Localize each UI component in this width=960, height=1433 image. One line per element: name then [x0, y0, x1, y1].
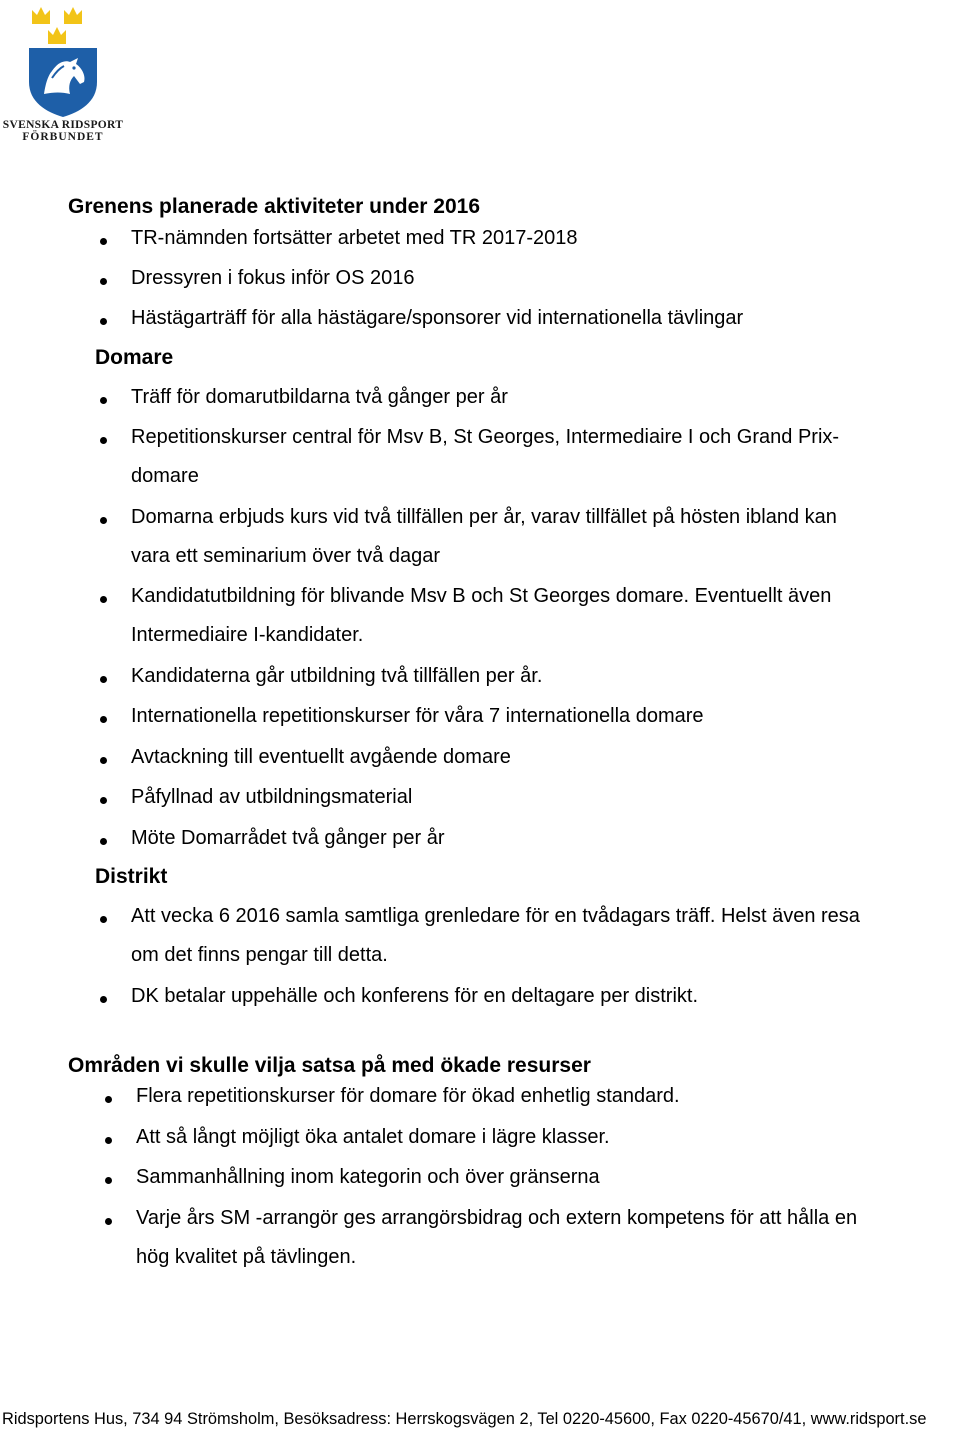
list-item-continuation: om det finns pengar till detta.: [131, 944, 388, 966]
logo-text-line2: FÖRBUNDET: [22, 131, 104, 143]
bullet: [100, 996, 107, 1003]
section-heading-resources: Områden vi skulle vilja satsa på med ökade resurser: [68, 1054, 591, 1077]
list-item: Hästägarträff för alla hästägare/sponsorer vid internationella tävlingar: [131, 307, 744, 329]
bullet: [105, 1096, 112, 1103]
list-item: Träff för domarutbildarna två gånger per år: [131, 386, 508, 408]
logo-text-line1: SVENSKA RIDSPORT: [2, 119, 124, 131]
list-item: Internationella repetitionskurser för våra 7 internationella domare: [131, 705, 704, 727]
bullet: [100, 916, 107, 923]
list-item-continuation: Intermediaire I-kandidater.: [131, 624, 364, 646]
bullet: [105, 1177, 112, 1184]
list-item: Att vecka 6 2016 samla samtliga grenledare för en tvådagars träff. Helst även resa: [131, 905, 860, 927]
bullet: [100, 596, 107, 603]
subheading-distrikt: Distrikt: [95, 865, 168, 888]
list-item: Påfyllnad av utbildningsmaterial: [131, 786, 413, 808]
bullet: [100, 716, 107, 723]
bullet: [100, 318, 107, 325]
list-item: Möte Domarrådet två gånger per år: [131, 827, 445, 849]
list-item: Kandidatutbildning för blivande Msv B och St Georges domare. Eventuellt även: [131, 585, 832, 607]
section-heading-activities: Grenens planerade aktiviteter under 2016: [68, 195, 481, 218]
list-item: Avtackning till eventuellt avgående domare: [131, 746, 511, 768]
bullet: [100, 757, 107, 764]
bullet: [105, 1218, 112, 1225]
list-item: Varje års SM -arrangör ges arrangörsbidrag och extern kompetens för att hålla en: [136, 1207, 858, 1229]
crest-icon: [0, 2, 126, 118]
bullet: [100, 676, 107, 683]
subheading-domare: Domare: [95, 346, 174, 369]
list-item-continuation: vara ett seminarium över två dagar: [131, 545, 441, 567]
list-item: DK betalar uppehälle och konferens för en deltagare per distrikt.: [131, 985, 699, 1007]
bullet: [100, 437, 107, 444]
logo: [0, 2, 126, 144]
bullet: [100, 238, 107, 245]
list-item: Domarna erbjuds kurs vid två tillfällen per år, varav tillfället på hösten ibland kan: [131, 506, 837, 528]
page-footer: Ridsportens Hus, 734 94 Strömsholm, Besöksadress: Herrskogsvägen 2, Tel 0220-45600, Fax 0220-45670/41, www.ridsport.se: [2, 1410, 927, 1428]
bullet: [100, 797, 107, 804]
crown-icon: [32, 7, 82, 44]
list-item: Kandidaterna går utbildning två tillfällen per år.: [131, 665, 543, 687]
list-item: Dressyren i fokus inför OS 2016: [131, 267, 415, 289]
list-item: Flera repetitionskurser för domare för ökad enhetlig standard.: [136, 1085, 680, 1107]
list-item-continuation: domare: [131, 465, 199, 487]
list-item: Repetitionskurser central för Msv B, St Georges, Intermediaire I och Grand Prix-: [131, 426, 840, 448]
bullet: [100, 838, 107, 845]
bullet: [100, 517, 107, 524]
bullet: [100, 278, 107, 285]
list-item: Att så långt möjligt öka antalet domare i lägre klasser.: [136, 1126, 610, 1148]
list-item: Sammanhållning inom kategorin och över gränserna: [136, 1166, 600, 1188]
bullet: [100, 397, 107, 404]
list-item-continuation: hög kvalitet på tävlingen.: [136, 1246, 357, 1268]
list-item: TR-nämnden fortsätter arbetet med TR 2017-2018: [131, 227, 578, 249]
bullet: [105, 1137, 112, 1144]
